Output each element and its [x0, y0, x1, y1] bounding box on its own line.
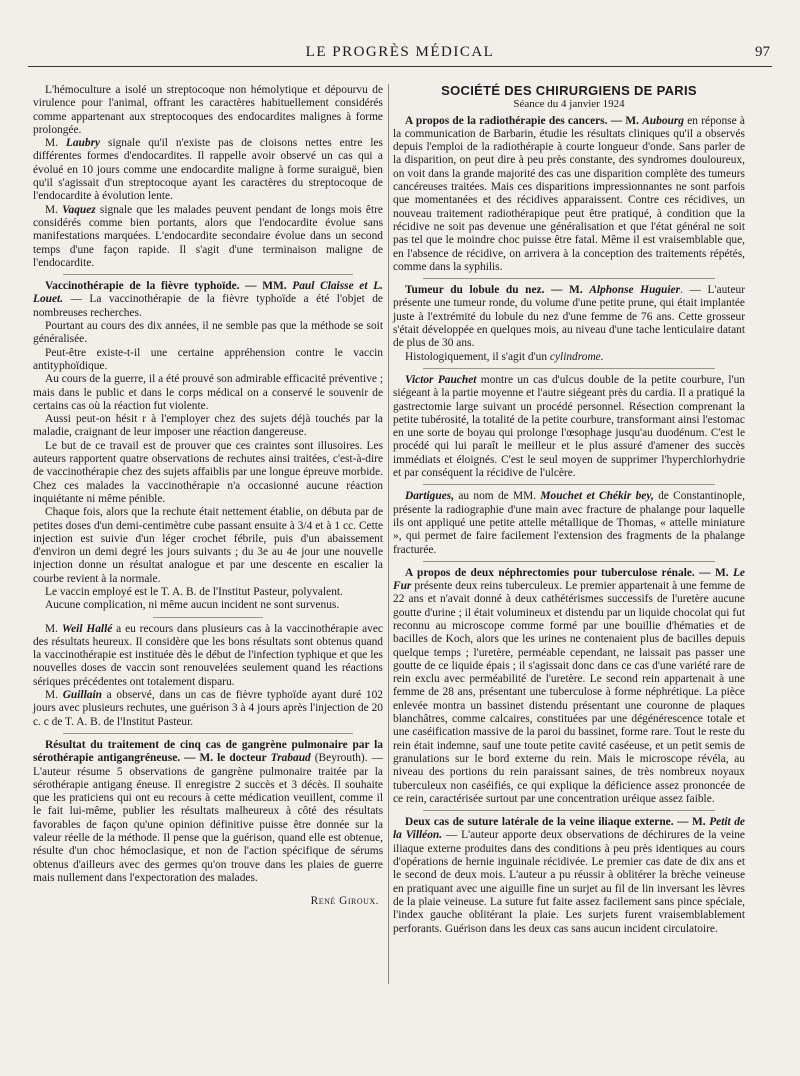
author-name: Trabaud: [270, 752, 311, 765]
journal-title: LE PROGRÈS MÉDICAL: [305, 44, 495, 60]
separator: [423, 278, 715, 279]
author-name: Dartigues,: [405, 490, 455, 503]
signature: René Giroux.: [310, 895, 379, 908]
paragraph: M. Weil Hallé a eu recours dans plusieurs cas à la vaccinothérapie avec des résultats heureux. Il considère que les bons résultats sont obtenus quand la vaccinothérapie est instituée dès le début de l'infection typhique et que les nouvelles doses de vaccin sont renouvelées seulement quand les réactions sériques précédentes ont totalement disparu.: [33, 622, 383, 688]
right-column: [393, 84, 745, 936]
paragraph: Pourtant au cours des dix années, il ne semble pas que la méthode se soit généralisée.: [33, 320, 383, 346]
paragraph: Histologiquement, il s'agit d'un cylindrome.: [405, 350, 604, 363]
paragraph: Vaccinothérapie de la fièvre typhoïde. — MM. Paul Claisse et L. Louet. — La vaccinothérapie de la fièvre typhoïde a été l'objet de nombreuses recherches.: [33, 280, 384, 319]
paragraph: Aussi peut-on hésit r à l'employer chez des sujets déjà touchés par la maladie, craignant de leur imposer une réaction dangereuse.: [33, 413, 383, 439]
paragraph: Aucune complication, ni même aucun incident ne sont survenus.: [45, 599, 340, 612]
author-name: Le Fur: [393, 566, 745, 593]
author-name: Laubry: [65, 137, 101, 150]
separator: [423, 561, 715, 562]
author-name: Alphonse Huguier: [589, 284, 681, 297]
separator: [423, 484, 715, 485]
author-name: Mouchet et Chékir bey,: [540, 490, 654, 503]
column-divider: [388, 84, 389, 984]
left-column: [33, 84, 383, 909]
paragraph: M. Vaquez signale que les malades peuvent pendant de longs mois être considérés comme bien portants, alors que l'endocardite évolue sans manifestations marquées. L'endocardite secondaire évolue dans un second temps d'une façon rapide. Il s'agit d'une terminaison maligne de l'endocardite.: [33, 203, 383, 269]
paragraph: Tumeur du lobule du nez. — M. Alphonse Huguier. — L'auteur présente une tumeur ronde, du volume d'une petite prune, qui était implantée juste à l'extrémité du lobule du nez d'une femme de 76 ans. Cette grosseur s'était développée en quelques mois, au niveau d'une tache lenticulaire datant de plus de 30 ans.: [393, 284, 745, 350]
author-name: Guillain: [62, 689, 102, 702]
page-header: [28, 42, 772, 67]
paragraph: M. Guillain a observé, dans un cas de fièvre typhoïde ayant duré 102 jours avec plusieurs rechutes, une guérison 3 à 4 jours après l'injection de 20 c. c de T. A. B. de l'Institut Pasteur.: [33, 689, 383, 728]
paragraph: Résultat du traitement de cinq cas de gangrène pulmonaire par la sérothérapie antigangréneuse. — M. le docteur Trabaud (Beyrouth). — L'auteur résume 5 observations de gangrène pulmonaire traitée par la sérothérapie antigang éneuse. Il enregistre 2 succès et 3 décès. Il souhaite que les praticiens qui ont eu recours à cette médication veuillent, comme il le fait lui-même, publier les résultats malheureux à côté des résultats favorables de façon qu'une opinion définitive puisse être donnée sur la valeur réelle de la méthode. Il pense que la guérison, quand elle est obtenue, résulte d'un choc hémoclasique, et non de l'action spécifique de sérums obtenus d'ailleurs avec des germes qu'on trouve dans les plaies de guerre mais nullement dans l'expectoration des malades.: [33, 738, 383, 884]
author-name: Paul Claisse et L. Louet.: [33, 280, 384, 306]
author-name: Weil Hallé: [61, 622, 113, 635]
paragraph: A propos de deux néphrectomies pour tuberculose rénale. — M. Le Fur présente deux reins tuberculeux. Le premier appartenait à une femme de 22 ans et n'avait donné à deux cathétérismes successifs de l'uretère aucune goutte d'urine ; il était volumineux et distendu par un liquide chocolat qui fut reconnu au microscope comme formé par une bouillie d'hématies et de bacilles de Koch, alors que les urines ne contenaient plus de bacilles depuis quelque temps ; l'uretère, perméable cependant, ne laissait pas passer une goutte de ce liquide épais ; il s'agissait donc dans ce cas d'une variété rare de rein exclu avec perméabilité de l'uretère. Le second rein appartenait à une femme de 28 ans, présentant une tuberculose à forme néphrétique. La pièce enlevée montra un bassinet distendu présentant une couronne de plaques blanchâtres, comme calcaires, constituées par une dégénérescence totale et une caséification massive de la paroi du bassinet, forme rare. Tout le reste du rein était indemne, sauf une toute petite cavité caséeuse, et un petit semis de granulations sur le bord externe du rein. Mais le microscope révéla, au niveau des portions du rein paraissant saines, de très nombreux noyaux tuberculeux non caséifiés, ce qui explique la déficience assez prononcée de ce rein, caractérisée surtout par une concentration uréique assez faible.: [393, 566, 745, 805]
author-name: Petit de la Villéon.: [393, 816, 745, 842]
paragraph: Chaque fois, alors que la rechute était nettement établie, on débuta par de petites doses d'un demi-centimètre cube passant ensuite à 3/4 et à 1 cc. Cette injection est suivie d'un léger crochet fébrile, puis d'un abaissement d'environ un demi degré les jours suivants ; du 3e au 4e jour une nouvelle injection donne un résultat analogue et par une descente en escalier la courbe revient à la normale.: [33, 506, 383, 585]
paragraph: Victor Pauchet montre un cas d'ulcus double de la petite courbure, l'un siégeant à la partie moyenne et l'autre siégeant près du cardia. Il a pratiqué la gastrectomie large suivant un procédé personnel. Résection comprenant la petite tubérosité, la totalité de la petite courbure, transformant ainsi l'estomac en une sorte de boyau qui prolonge l'œsophage jusqu'au duodénum. C'est le procédé qui lui paraît le meilleur et le plus assuré d'amener des succès immédiats et éloignés. C'est le seul moyen de supprimer l'hyperchlorhydrie et par conséquent la récidive de l'ulcère.: [393, 373, 745, 480]
author-name: Vaquez: [62, 203, 96, 216]
separator: [423, 368, 715, 369]
paragraph: Deux cas de suture latérale de la veine iliaque externe. — M. Petit de la Villéon. — L'auteur apporte deux observations de déchirures de la veine iliaque externe produites dans des conditions à peu près identiques au cours d'opérations de hernie inguinale récidivée. Le premier cas date de dix ans et le second de deux mois. L'auteur a pu réussir à oblitérer la brèche veineuse en pratiquant avec une aiguille fine un surjet au fil de lin inversant les lèvres de la plaie veineuse. La suture fut faite assez facilement sans pince spéciale, l'index gauche oblitérant la plaie. Les surjets furent vraisemblablement perforants. Guérison dans les deux cas sans aucun incident circulatoire.: [393, 816, 745, 935]
paragraph: Le but de ce travail est de prouver que ces craintes sont illusoires. Les auteurs rapportent quatre observations de rechutes ainsi traitées, c'est-à-dire de vaccinothérapie chez des sujets affaiblis par une longue épreuve morbide. Chez ces malades la vaccinothérapie n'a occasionné aucune réaction inquiétante ni même pénible.: [33, 439, 383, 505]
paragraph: A propos de la radiothérapie des cancers. — M. Aubourg en réponse à la communication de Barbarin, étudie les résultats cliniques qu'il a observés depuis l'emploi de la radiothérapie à courte longueur d'onde. Sans parler de la disparition, on peut dire à peu près constante, des syndromes douloureux, on voit dans la grande majorité des cas une disparition complète des tumeurs cancéreuses traitées. Mais ces disparitions impressionnantes ne sont parfois que momentanées et des récidives apparaissent. Contre ces récidives, un nouveau traitement radiothérapique peut être pratiqué, à condition que la récidive ne soit pas devenue une généralisation et que l'état général ne soit pas tel que le moindre choc puisse être fatal. Même il est vraisemblable que, en l'absence de récidive, on arrivera à la conception des traitements répétés, comme dans la syphilis.: [393, 114, 745, 273]
separator: [423, 810, 715, 811]
author-name: Aubourg: [642, 114, 684, 127]
separator: [153, 617, 263, 618]
paragraph: M. Laubry signale qu'il n'existe pas de cloisons nettes entre les différentes formes d'endocardites. Il rappelle avoir observé un cas qui a évolué en 10 jours comme une endocardite maligne à forme suraiguë, bien qu'il s'agissait d'un streptocoque ayant les caractères du streptocoque de l'endocardite à évolution lente.: [33, 137, 383, 203]
paragraph: Le vaccin employé est le T. A. B. de l'Institut Pasteur, polyvalent.: [45, 585, 343, 598]
section-title: SOCIÉTÉ DES CHIRURGIENS DE PARIS: [441, 83, 697, 98]
section-subtitle: Séance du 4 janvier 1924: [513, 98, 625, 111]
paragraph: Dartigues, au nom de MM. Mouchet et Chékir bey, de Constantinople, présente la radiographie d'une main avec fracture de phalange pour laquelle ils ont appliqué une petite attelle métallique de Thomas, « attelle miniature », qui permet de faire facilement l'extension des fragments de la phalange fracturée.: [393, 490, 745, 556]
separator: [63, 733, 353, 734]
author-name: Victor Pauchet: [405, 373, 477, 386]
separator: [63, 274, 353, 275]
page-number: 97: [755, 44, 770, 60]
paragraph: L'hémoculture a isolé un streptocoque non hémolytique et dépourvu de virulence pour l'animal, offrant les caractères habituellement considérés comme appartenant aux streptocoques des endocardites malignes à forme prolongée.: [33, 84, 383, 136]
paragraph: Peut-être existe-t-il une certaine appréhension contre le vaccin antityphoïdique.: [33, 346, 383, 372]
paragraph: Au cours de la guerre, il a été prouvé son admirable efficacité préventive ; mais dans le public et dans le corps médical on a conservé le souvenir de certains cas où la réaction fut violente.: [33, 373, 383, 412]
